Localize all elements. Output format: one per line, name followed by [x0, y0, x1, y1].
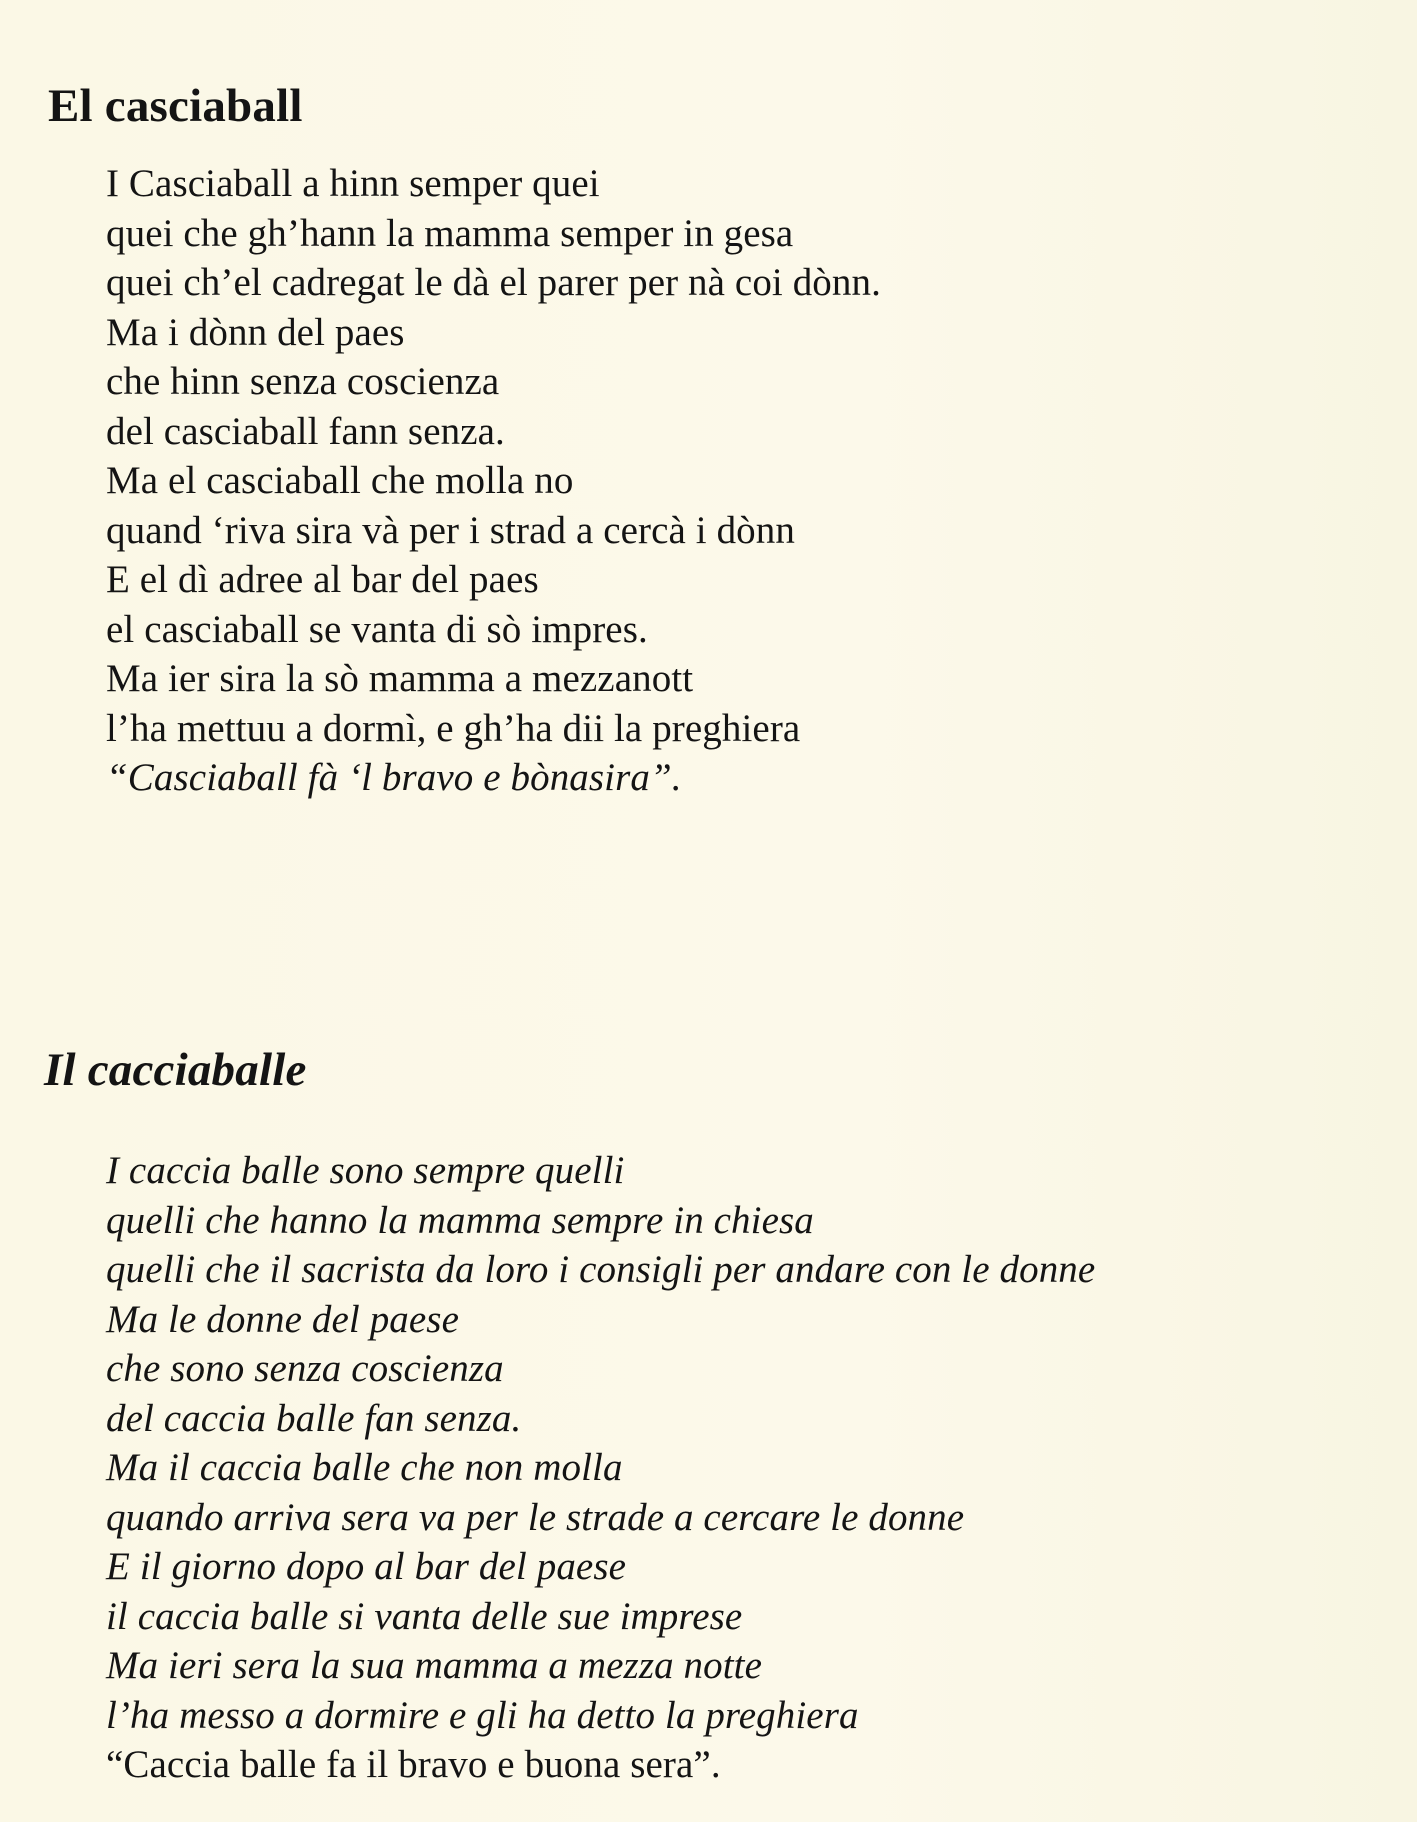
verse-line: quei che gh’hann la mamma semper in gesa — [106, 211, 794, 255]
verse-line: Ma le donne del paese — [106, 1297, 459, 1341]
verse-line: Ma i dònn del paes — [106, 310, 405, 354]
poem-italian — [0, 1042, 1417, 1790]
verse-line: che sono senza coscienza — [106, 1347, 504, 1390]
verse-line: Ma ier sira la sò mamma a mezzanott — [106, 657, 694, 700]
verse-line: del caccia balle fan senza. — [106, 1396, 522, 1440]
verse-line: quand ‘riva sira và per i strad a cercà i dònn — [106, 508, 795, 552]
verse-list — [0, 159, 1417, 803]
verse-list — [0, 1146, 1417, 1790]
poem-title: El casciaball — [48, 80, 303, 132]
verse-line: quando arriva sera va per le strade a cercare le donne — [106, 1495, 965, 1539]
verse-line: el casciaball se vanta di sò impres. — [106, 607, 648, 651]
verse-line: quei ch’el cadregat le dà el parer per nà coi dònn. — [106, 261, 881, 304]
verse-line-final: “Caccia balle fa il bravo e buona sera”. — [106, 1743, 721, 1786]
verse-line: il caccia balle si vanta delle sue imprese — [106, 1594, 743, 1638]
verse-line: Ma el casciaball che molla no — [106, 459, 574, 502]
verse-line: che hinn senza coscienza — [106, 360, 500, 403]
verse-line: E el dì adree al bar del paes — [106, 558, 539, 601]
verse-line: I Casciaball a hinn semper quei — [106, 162, 600, 205]
verse-line: quelli che hanno la mamma sempre in chiesa — [106, 1198, 814, 1242]
verse-line: l’ha mettuu a dormì, e gh’ha dii la preghiera — [106, 706, 801, 750]
verse-line: I caccia balle sono sempre quelli — [106, 1149, 625, 1192]
verse-line: del casciaball fann senza. — [106, 409, 505, 453]
verse-line: E il giorno dopo al bar del paese — [106, 1545, 627, 1588]
verse-line: quelli che il sacrista da loro i consigli per andare con le donne — [106, 1248, 1096, 1291]
verse-line: Ma il caccia balle che non molla — [106, 1446, 623, 1489]
poem-title: Il cacciaballe — [44, 1044, 307, 1096]
verse-line: l’ha messo a dormire e gli ha detto la preghiera — [106, 1693, 859, 1737]
poem-dialect — [0, 78, 1417, 803]
verse-line-final: “Casciaball fà ‘l bravo e bònasira”. — [106, 756, 682, 799]
verse-line: Ma ieri sera la sua mamma a mezza notte — [106, 1644, 763, 1687]
